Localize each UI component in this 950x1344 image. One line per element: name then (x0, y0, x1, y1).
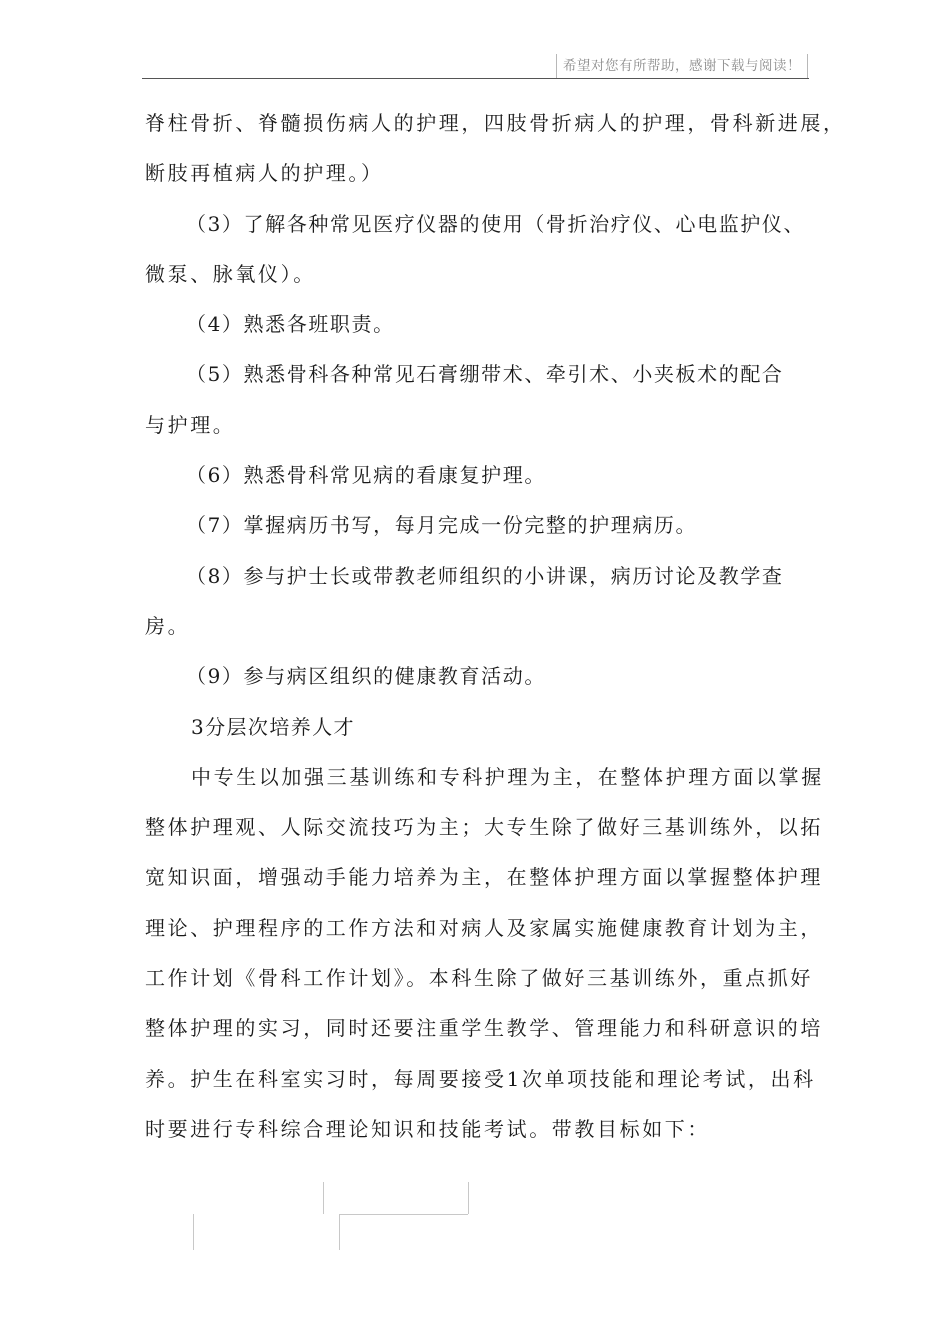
paragraph-line: 中专生以加强三基训练和专科护理为主，在整体护理方面以掌握 (191, 764, 824, 789)
table-border (193, 1214, 194, 1250)
paragraph-line: 断肢再植病人的护理。） (145, 161, 384, 186)
list-item: （8）参与护士长或带教老师组织的小讲课，病历讨论及教学查 (186, 563, 784, 588)
paragraph-line: 整体护理观、人际交流技巧为主；大专生除了做好三基训练外，以拓 (145, 815, 823, 840)
list-item: （5）熟悉骨科各种常见石膏绷带术、牵引术、小夹板术的配合 (186, 362, 784, 387)
list-item: （4）熟悉各班职责。 (186, 312, 395, 337)
list-item: （6）熟悉骨科常见病的看康复护理。 (186, 463, 546, 488)
list-item: （7）掌握病历书写，每月完成一份完整的护理病历。 (186, 513, 698, 538)
paragraph-line: 养。护生在科室实习时，每周要接受1次单项技能和理论考试，出科 (145, 1066, 816, 1091)
table-border (468, 1182, 469, 1214)
list-item: （3）了解各种常见医疗仪器的使用（骨折治疗仪、心电监护仪、 (186, 211, 806, 236)
paragraph-line: 工作计划《骨科工作计划》。本科生除了做好三基训练外，重点抓好 (145, 966, 813, 991)
paragraph-line: 房。 (145, 613, 191, 638)
table-border (339, 1214, 340, 1250)
paragraph-line: 理论、护理程序的工作方法和对病人及家属实施健康教育计划为主， (145, 915, 823, 940)
paragraph-line: 时要进行专科综合理论知识和技能考试。带教目标如下： (145, 1116, 710, 1141)
section-heading: 3分层次培养人才 (191, 714, 355, 739)
paragraph-line: 整体护理的实习，同时还要注重学生教学、管理能力和科研意识的培 (145, 1016, 823, 1041)
list-item: （9）参与病区组织的健康教育活动。 (186, 664, 546, 689)
header-note: 希望对您有所帮助，感谢下载与阅读！ (556, 54, 808, 78)
header-rule (142, 78, 809, 79)
paragraph-line: 与护理。 (145, 412, 236, 437)
paragraph-line: 脊柱骨折、脊髓损伤病人的护理，四肢骨折病人的护理，骨科新进展， (145, 111, 846, 135)
paragraph-line: 微泵、脉氧仪）。 (145, 261, 316, 286)
paragraph-line: 宽知识面，增强动手能力培养为主，在整体护理方面以掌握整体护理 (145, 865, 823, 890)
document-body (145, 98, 846, 1154)
table-border (323, 1182, 324, 1214)
table-border (340, 1214, 468, 1215)
